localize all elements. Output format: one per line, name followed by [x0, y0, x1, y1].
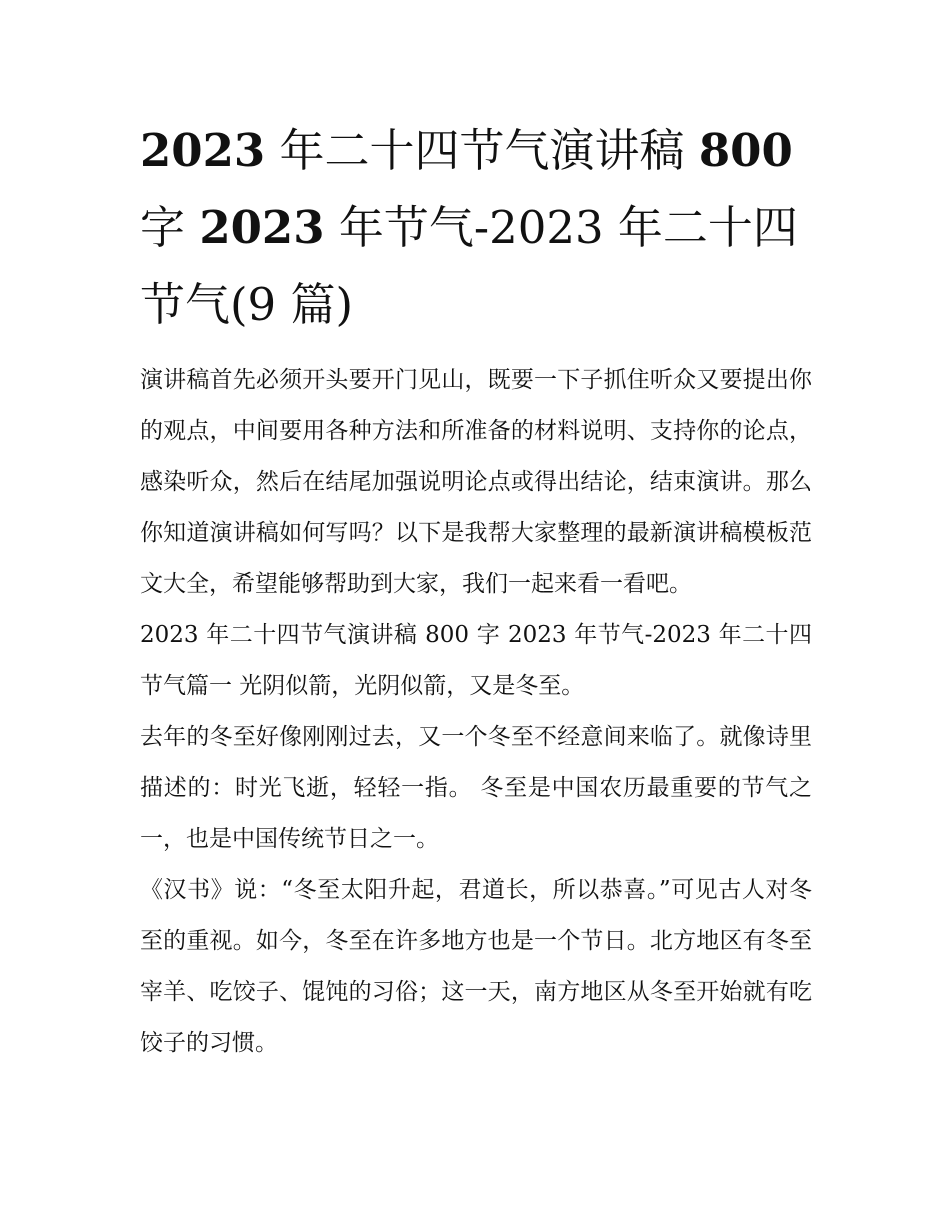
title-line-3 — [140, 266, 812, 343]
document-page — [140, 112, 812, 1069]
paragraph-heading: 2023 年二十四节气演讲稿 800 字 2023 年节气-2023 年二十四节气篇一 光阴似箭，光阴似箭，又是冬至。 — [140, 622, 812, 699]
title-text: 字 — [140, 201, 200, 254]
title-text: 年二十四节气演讲稿 — [265, 124, 699, 177]
paragraph-intro: 演讲稿首先必须开头要开门见山，既要一下子抓住听众又要提出你的观点，中间要用各种方法和所准备的材料说明、支持你的论点，感染听众，然后在结尾加强说明论点或得出结论，结束演讲。那么你知道演讲稿如何写吗？以下是我帮大家整理的最新演讲稿模板范文大全，希望能够帮助到大家，我们一起来看一看吧。 — [140, 367, 812, 597]
paragraph-body-2: 《汉书》说：“冬至太阳升起，君道长，所以恭喜。”可见古人对冬至的重视。如今，冬至在许多地方也是一个节日。北方地区有冬至宰羊、吃饺子、馄饨的习俗；这一天，南方地区从冬至开始就有吃饺子的习惯。 — [140, 877, 812, 1056]
document-title — [140, 112, 812, 343]
title-line-1 — [140, 112, 812, 189]
title-line-2 — [140, 189, 812, 266]
title-bold: 2023 — [199, 201, 325, 254]
document-body — [140, 355, 812, 1069]
title-text: 节气(9 篇) — [140, 278, 354, 331]
title-bold: 2023 — [140, 124, 266, 177]
paragraph-body-1: 去年的冬至好像刚刚过去，又一个冬至不经意间来临了。就像诗里描述的：时光飞逝，轻轻一指。 冬至是中国农历最重要的节气之一，也是中国传统节日之一。 — [140, 724, 812, 852]
title-text: 年节气-2023 年二十四 — [324, 201, 798, 254]
title-bold: 800 — [698, 124, 793, 177]
